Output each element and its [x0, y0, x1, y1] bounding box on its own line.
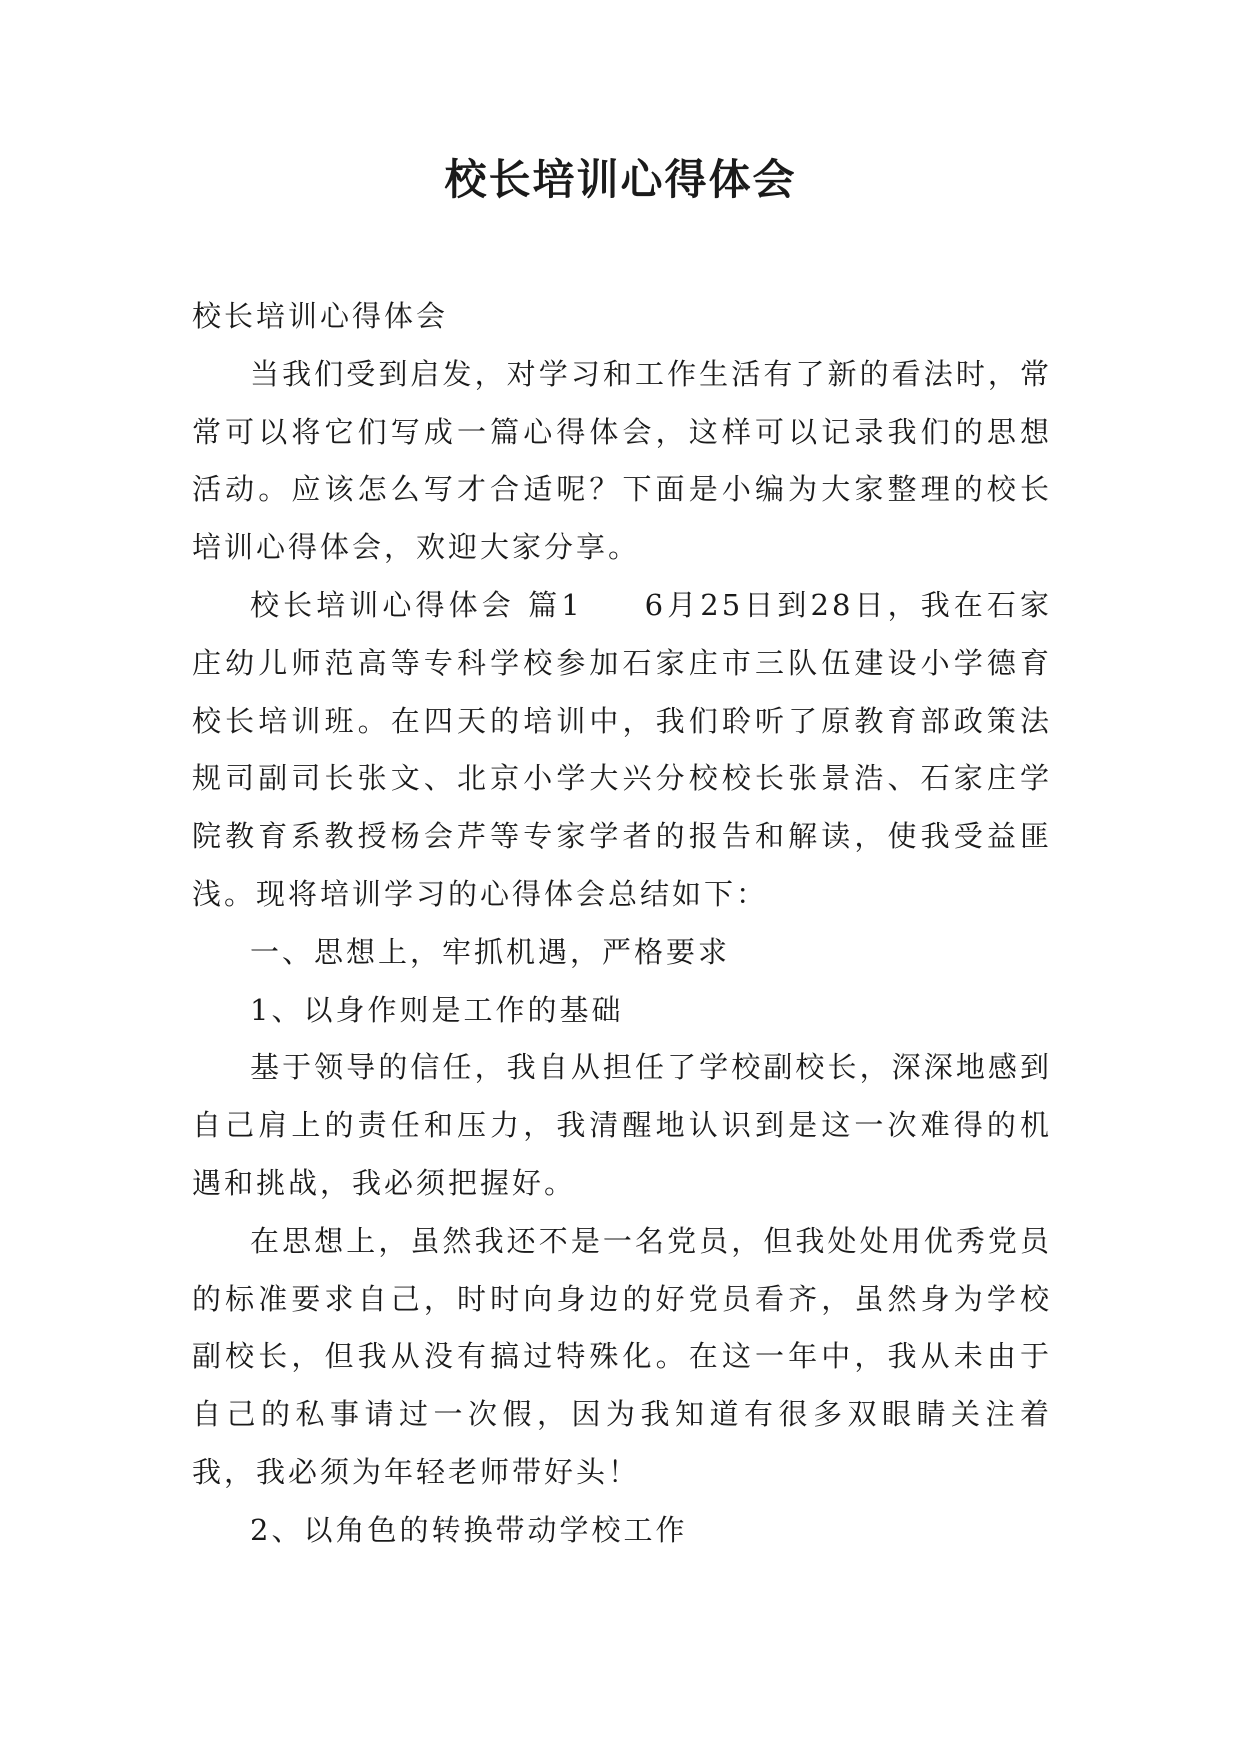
- item-1-paragraph-2: 在思想上，虽然我还不是一名党员，但我处处用优秀党员的标准要求自己，时时向身边的好党员看齐，虽然身为学校副校长，但我从没有搞过特殊化。在这一年中，我从未由于自己的私事请过一次假，因为我知道有很多双眼睛关注着我，我必须为年轻老师带好头！: [192, 1223, 1052, 1489]
- document-title: 校长培训心得体会: [444, 155, 797, 204]
- document-subtitle: 校长培训心得体会: [192, 299, 449, 333]
- article-lead-text: 6月25日到28日，我在石家庄幼儿师范高等专科学校参加石家庄市三队伍建设小学德育校长培训班。在四天的培训中，我们聆听了原教育部政策法规司副司长张文、北京小学大兴分校校长张景浩、石家庄学院教育系教授杨会芹等专家学者的报告和解读，使我受益匪浅。现将培训学习的心得体会总结如下：: [192, 587, 1052, 911]
- document-body: [192, 288, 1052, 1560]
- article-heading: 校长培训心得体会 篇1: [250, 587, 583, 622]
- item-heading-1: 1、以身作则是工作的基础: [250, 992, 624, 1027]
- article-lead-paragraph: [192, 577, 1052, 924]
- item-heading-2: 2、以角色的转换带动学校工作: [250, 1512, 688, 1547]
- intro-paragraph: 当我们受到启发，对学习和工作生活有了新的看法时，常常可以将它们写成一篇心得体会，这样可以记录我们的思想活动。应该怎么写才合适呢？下面是小编为大家整理的校长培训心得体会，欢迎大家分享。: [192, 356, 1052, 565]
- section-heading-1: 一、思想上，牢抓机遇，严格要求: [250, 934, 731, 969]
- item-1-paragraph-1: 基于领导的信任，我自从担任了学校副校长，深深地感到自己肩上的责任和压力，我清醒地认识到是这一次难得的机遇和挑战，我必须把握好。: [192, 1050, 1052, 1200]
